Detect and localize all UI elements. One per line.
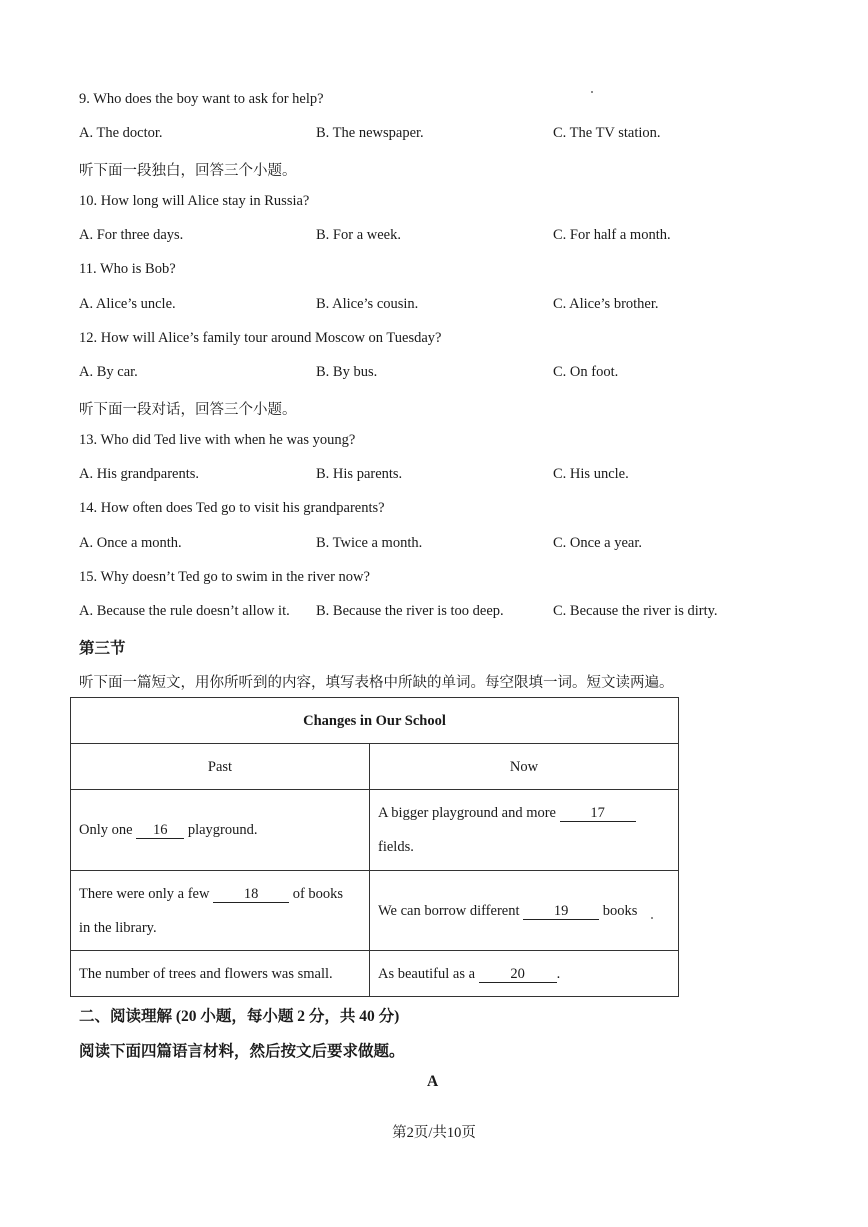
question-10: 10. How long will Alice stay in Russia? bbox=[79, 193, 310, 209]
q12-option-a: A. By car. bbox=[79, 364, 138, 380]
row2-past-text-end: in the library. bbox=[79, 919, 157, 936]
q14-option-b: B. Twice a month. bbox=[316, 535, 423, 551]
row1-now-text-end: fields. bbox=[378, 839, 414, 855]
row1-past-text: Only one bbox=[79, 822, 137, 838]
q10-option-a: A. For three days. bbox=[79, 227, 184, 243]
part2-instruction: 阅读下面四篇语言材料，然后按文后要求做题。 bbox=[79, 1043, 405, 1060]
question-11: 11. Who is Bob? bbox=[79, 261, 176, 277]
column-header-past: Past bbox=[71, 744, 370, 790]
q9-option-a: A. The doctor. bbox=[79, 125, 163, 141]
row3-now-text: As beautiful as a bbox=[378, 965, 479, 982]
question-9: 9. Who does the boy want to ask for help? bbox=[79, 91, 324, 107]
question-13: 13. Who did Ted live with when he was young? bbox=[79, 432, 356, 448]
q12-option-c: C. On foot. bbox=[553, 364, 619, 380]
row2-past-cell bbox=[71, 871, 370, 951]
question-15: 15. Why doesn’t Ted go to swim in the river now? bbox=[79, 569, 370, 585]
row2-now-text-end: books bbox=[599, 902, 638, 919]
part2-heading: 二、阅读理解 (20 小题，每小题 2 分，共 40 分) bbox=[79, 1008, 400, 1025]
row1-past-cell bbox=[71, 790, 370, 871]
section3-heading: 第三节 bbox=[79, 640, 126, 657]
q12-option-b: B. By bus. bbox=[316, 364, 378, 380]
row3-now-cell bbox=[370, 951, 679, 997]
q14-option-c: C. Once a year. bbox=[553, 535, 642, 551]
q9-option-b: B. The newspaper. bbox=[316, 125, 424, 141]
row2-past-text-mid: of books bbox=[289, 885, 344, 902]
row2-past-text: There were only a few bbox=[79, 885, 214, 902]
row1-past-text-end: playground. bbox=[184, 822, 258, 838]
q13-option-a: A. His grandparents. bbox=[79, 466, 200, 482]
blank-19[interactable]: 19 bbox=[523, 903, 599, 920]
monologue-instruction: 听下面一段独白，回答三个小题。 bbox=[79, 163, 297, 179]
blank-18[interactable]: 18 bbox=[213, 886, 289, 903]
q14-option-a: A. Once a month. bbox=[79, 535, 182, 551]
q11-option-a: A. Alice’s uncle. bbox=[79, 296, 176, 312]
column-header-now: Now bbox=[370, 744, 679, 790]
scan-mark bbox=[591, 91, 593, 93]
q11-option-b: B. Alice’s cousin. bbox=[316, 296, 419, 312]
table-title: Changes in Our School bbox=[71, 698, 679, 744]
row1-now-text: A bigger playground and more bbox=[378, 805, 560, 821]
changes-table bbox=[70, 697, 679, 997]
blank-16[interactable]: 16 bbox=[136, 822, 184, 839]
q11-option-c: C. Alice’s brother. bbox=[553, 296, 659, 312]
blank-17[interactable]: 17 bbox=[560, 805, 636, 822]
q10-option-c: C. For half a month. bbox=[553, 227, 671, 243]
q15-option-a: A. Because the rule doesn’t allow it. bbox=[79, 603, 290, 619]
row3-past-cell: The number of trees and flowers was small. bbox=[71, 951, 370, 997]
dialogue-instruction: 听下面一段对话，回答三个小题。 bbox=[79, 402, 297, 418]
section3-instruction: 听下面一篇短文，用你所听到的内容，填写表格中所缺的单词。每空限填一词。短文读两遍。 bbox=[79, 675, 674, 691]
q15-option-b: B. Because the river is too deep. bbox=[316, 603, 504, 619]
row1-now-cell bbox=[370, 790, 679, 871]
q13-option-b: B. His parents. bbox=[316, 466, 403, 482]
question-14: 14. How often does Ted go to visit his grandparents? bbox=[79, 500, 385, 516]
question-12: 12. How will Alice’s family tour around Moscow on Tuesday? bbox=[79, 330, 442, 346]
q9-option-c: C. The TV station. bbox=[553, 125, 661, 141]
row3-now-text-end: . bbox=[556, 965, 561, 982]
q13-option-c: C. His uncle. bbox=[553, 466, 629, 482]
q15-option-c: C. Because the river is dirty. bbox=[553, 603, 718, 619]
passage-label: A bbox=[427, 1073, 439, 1090]
q10-option-b: B. For a week. bbox=[316, 227, 401, 243]
blank-20[interactable]: 20 bbox=[479, 966, 557, 983]
page-footer: 第2页/共10页 bbox=[392, 1125, 476, 1141]
row2-now-cell bbox=[370, 871, 679, 951]
row2-now-text: We can borrow different bbox=[378, 902, 524, 919]
